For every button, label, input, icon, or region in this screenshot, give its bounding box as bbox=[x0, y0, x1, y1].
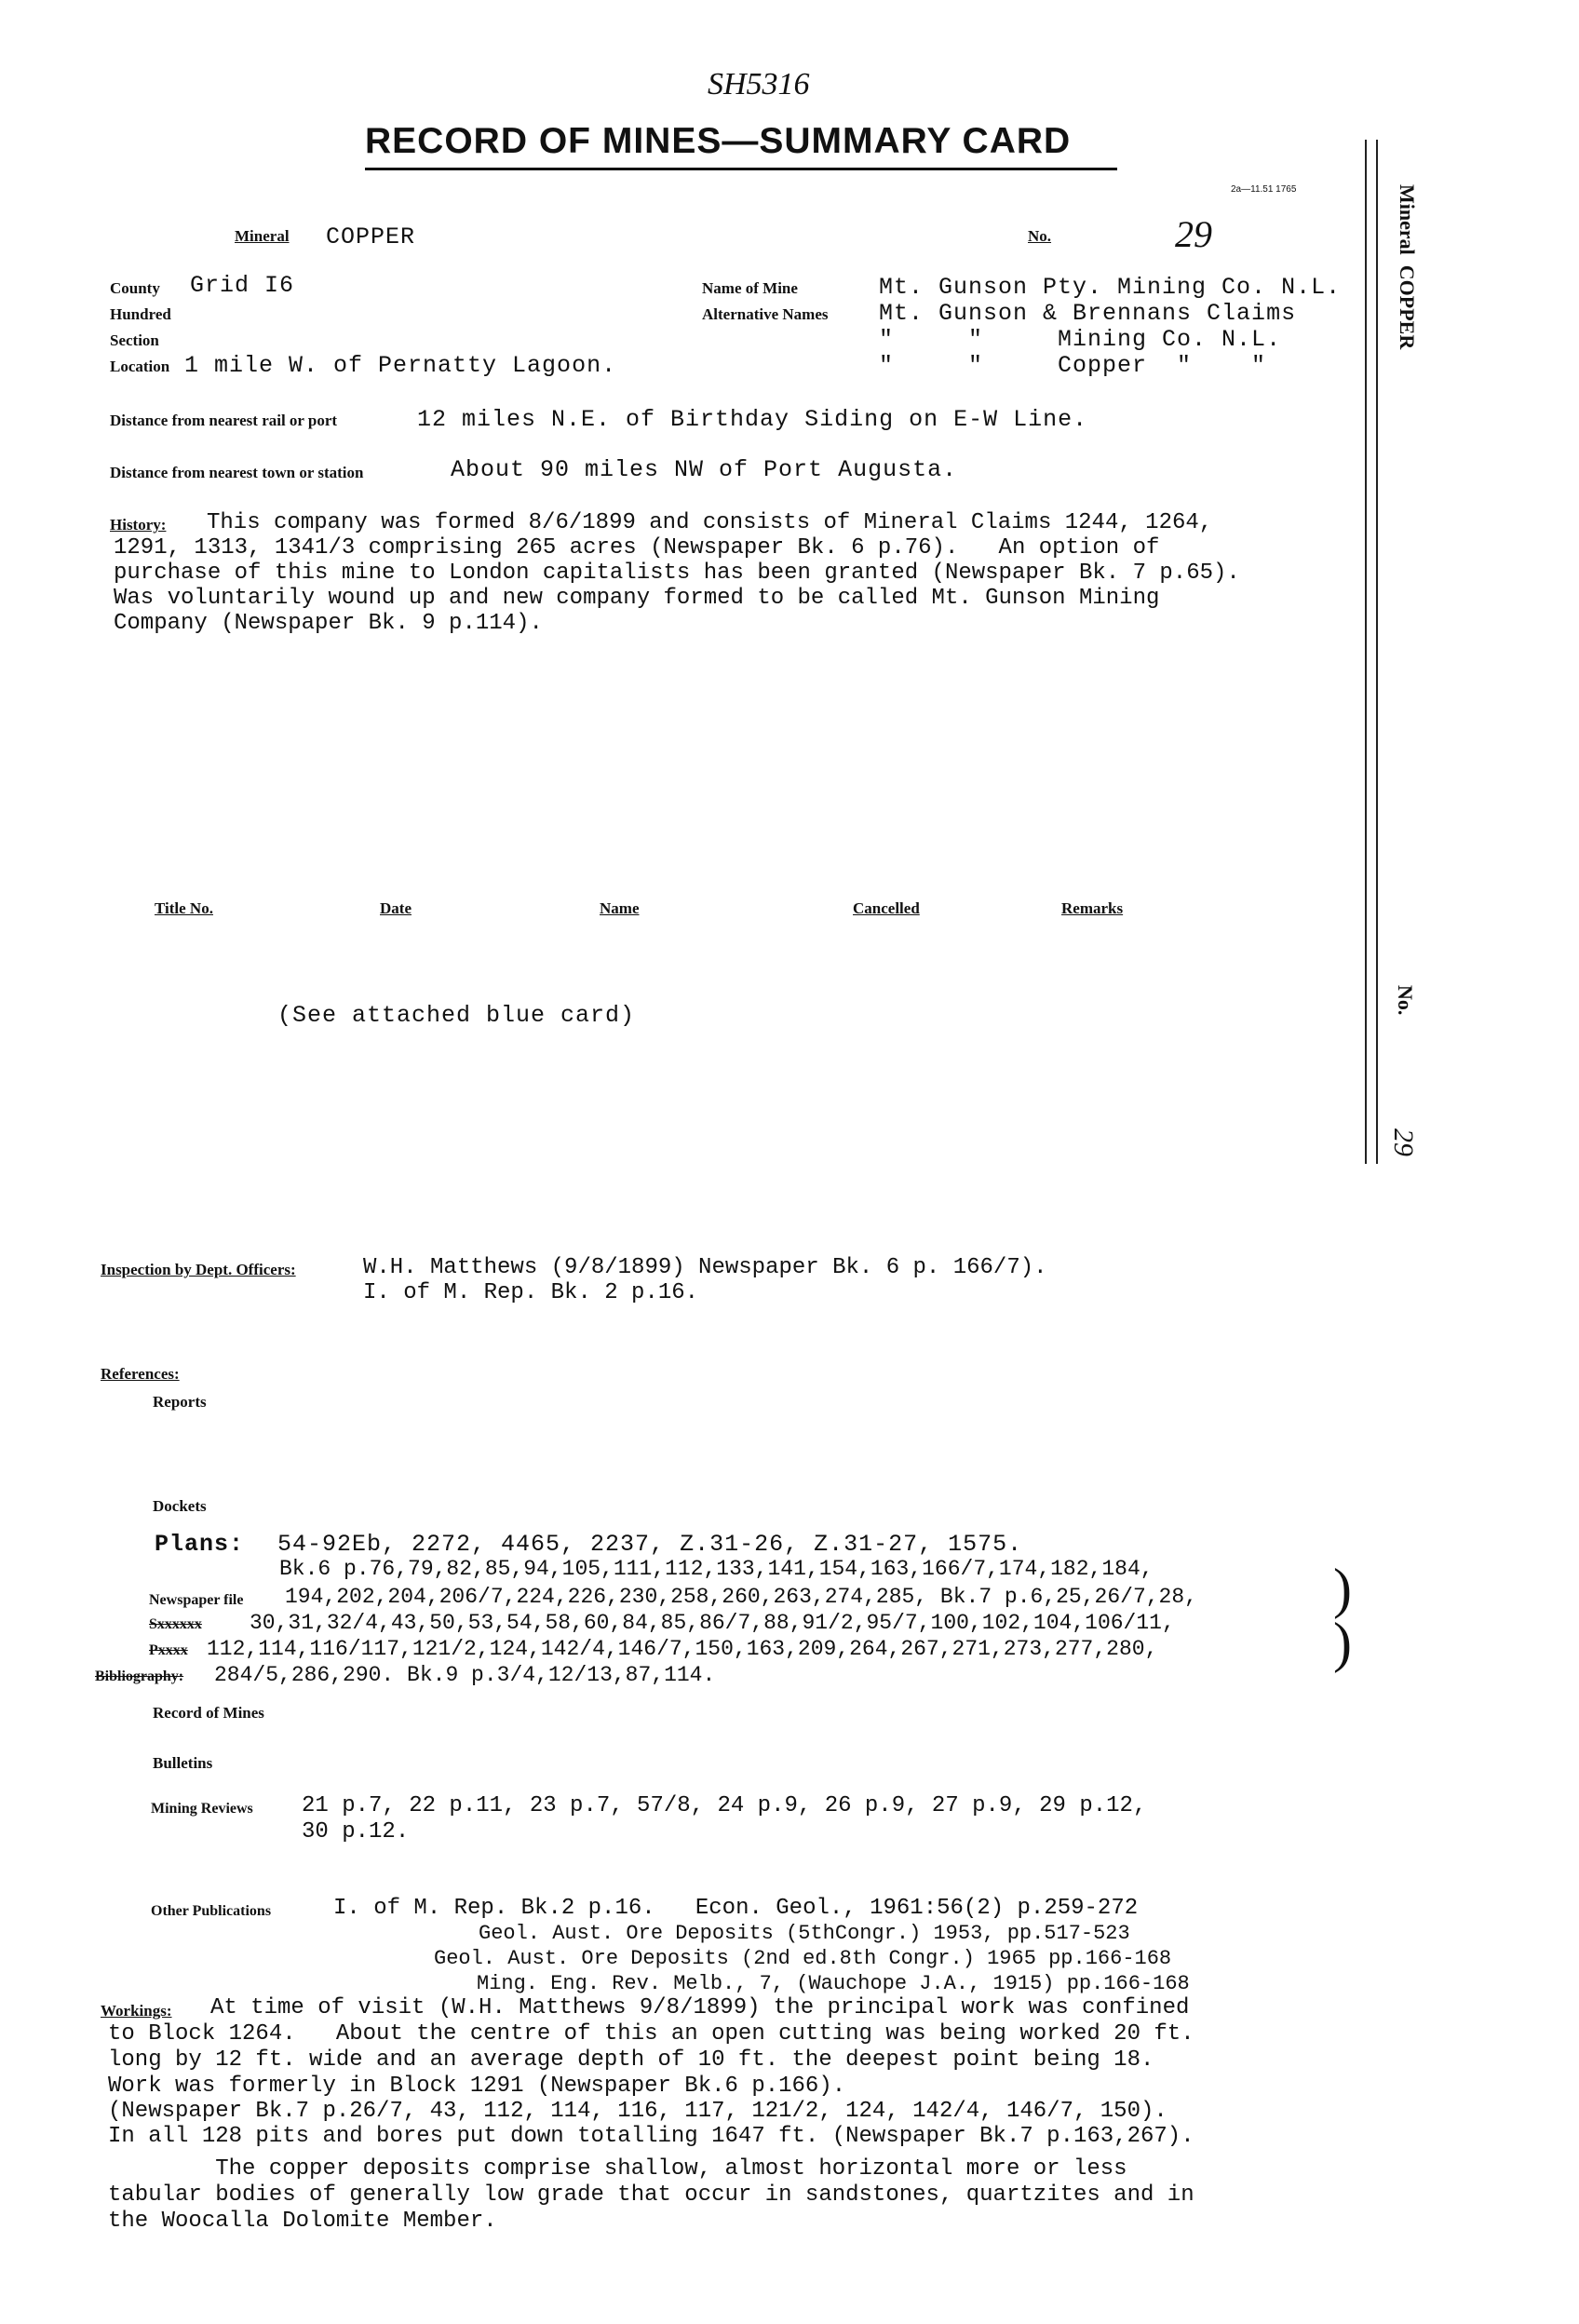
mineral-value: COPPER bbox=[326, 223, 416, 250]
workings-line-2: to Block 1264. About the centre of this an open cutting was being worked 20 ft. bbox=[108, 2021, 1194, 2047]
brace-bottom: ) bbox=[1333, 1612, 1352, 1673]
other-publications-label: Other Publications bbox=[151, 1903, 272, 1919]
workings-line-6: In all 128 pits and bores put down totalling 1647 ft. (Newspaper Bk.7 p.163,267). bbox=[108, 2124, 1194, 2149]
workings-line-5: (Newspaper Bk.7 p.26/7, 43, 112, 114, 116, 117, 121/2, 124, 142/4, 146/7, 150). bbox=[108, 2099, 1167, 2124]
bulletins-label: Bulletins bbox=[153, 1754, 213, 1772]
location-value: 1 mile W. of Pernatty Lagoon. bbox=[184, 352, 617, 379]
county-value: Grid I6 bbox=[190, 272, 295, 299]
column-remarks: Remarks bbox=[1061, 899, 1124, 917]
newspaper-line-1: Bk.6 p.76,79,82,85,94,105,111,112,133,141,154,163,166/7,174,182,184, bbox=[279, 1557, 1154, 1581]
distance-town-label: Distance from nearest town or station bbox=[110, 464, 364, 481]
inspection-line-2: I. of M. Rep. Bk. 2 p.16. bbox=[363, 1280, 699, 1305]
mining-reviews-line-2: 30 p.12. bbox=[302, 1819, 410, 1844]
name-of-mine-value: Mt. Gunson Pty. Mining Co. N.L. bbox=[879, 274, 1342, 301]
section-label: Section bbox=[110, 331, 159, 349]
brace-top: ) bbox=[1333, 1558, 1352, 1619]
county-label: County bbox=[110, 279, 160, 297]
distance-rail-label: Distance from nearest rail or port bbox=[110, 412, 338, 429]
reference-code: SH5316 bbox=[708, 67, 810, 101]
other-publications-line-2: Geol. Aust. Ore Deposits (5thCongr.) 1953, pp.517-523 bbox=[479, 1922, 1130, 1945]
newspaper-line-4: 112,114,116/117,121/2,124,142/4,146/7,150,163,209,264,267,271,273,277,280, bbox=[207, 1637, 1158, 1661]
dockets-label: Dockets bbox=[153, 1497, 207, 1515]
history-line-3: purchase of this mine to London capitalists has been granted (Newspaper Bk. 7 p.65). bbox=[114, 561, 1240, 586]
reports-label: Reports bbox=[153, 1393, 207, 1411]
plans-label: Plans: bbox=[155, 1531, 245, 1558]
name-of-mine-label: Name of Mine bbox=[702, 279, 798, 297]
newspaper-label-2: Sxxxxxx bbox=[149, 1616, 202, 1632]
mineral-label: Mineral bbox=[235, 227, 290, 245]
bibliography-label: Bibliography: bbox=[95, 1669, 184, 1684]
other-publications-line-1: I. of M. Rep. Bk.2 p.16. Econ. Geol., 1961:56(2) p.259-272 bbox=[333, 1896, 1139, 1921]
history-label: History: bbox=[110, 516, 167, 534]
distance-rail-value: 12 miles N.E. of Birthday Siding on E-W Line. bbox=[417, 406, 1088, 433]
side-tab-mineral bbox=[1395, 184, 1419, 349]
newspaper-line-5: 284/5,286,290. Bk.9 p.3/4,12/13,87,114. bbox=[214, 1663, 716, 1687]
history-line-4: Was voluntarily wound up and new company formed to be called Mt. Gunson Mining bbox=[114, 586, 1160, 611]
page-title: RECORD OF MINES—SUMMARY CARD bbox=[365, 121, 1072, 161]
alternative-names-label: Alternative Names bbox=[702, 305, 829, 323]
title-underline bbox=[365, 168, 1117, 170]
geology-line-3: the Woocalla Dolomite Member. bbox=[108, 2209, 497, 2234]
mining-reviews-line-1: 21 p.7, 22 p.11, 23 p.7, 57/8, 24 p.9, 26 p.9, 27 p.9, 29 p.12, bbox=[302, 1793, 1147, 1818]
history-line-5: Company (Newspaper Bk. 9 p.114). bbox=[114, 611, 543, 636]
newspaper-file-label: Newspaper file bbox=[149, 1592, 244, 1608]
newspaper-line-3: 30,31,32/4,43,50,53,54,58,60,84,85,86/7,88,91/2,95/7,100,102,104,106/11, bbox=[250, 1611, 1175, 1635]
history-line-1: This company was formed 8/6/1899 and consists of Mineral Claims 1244, 1264, bbox=[207, 510, 1213, 535]
print-code: 2a—11.51 1765 bbox=[1231, 184, 1297, 195]
margin-rule-inner bbox=[1365, 140, 1367, 1164]
side-tab-no-value: 29 bbox=[1388, 1128, 1419, 1156]
other-publications-line-3: Geol. Aust. Ore Deposits (2nd ed.8th Congr.) 1965 pp.166-168 bbox=[434, 1947, 1172, 1970]
record-of-mines-label: Record of Mines bbox=[153, 1704, 264, 1722]
number-label: No. bbox=[1028, 227, 1052, 245]
column-cancelled: Cancelled bbox=[853, 899, 920, 917]
hundred-label: Hundred bbox=[110, 305, 171, 323]
number-value: 29 bbox=[1175, 213, 1212, 255]
column-date: Date bbox=[380, 899, 412, 917]
workings-label: Workings: bbox=[101, 2002, 172, 2020]
location-label: Location bbox=[110, 358, 170, 375]
alternative-name-3: " " Copper " " bbox=[879, 352, 1267, 379]
inspection-line-1: W.H. Matthews (9/8/1899) Newspaper Bk. 6 p. 166/7). bbox=[363, 1255, 1047, 1280]
other-publications-line-4: Ming. Eng. Rev. Melb., 7, (Wauchope J.A., 1915) pp.166-168 bbox=[477, 1972, 1190, 1995]
mining-reviews-label: Mining Reviews bbox=[151, 1801, 253, 1817]
side-tab-mineral-value: COPPER bbox=[1396, 264, 1419, 350]
history-line-2: 1291, 1313, 1341/3 comprising 265 acres (Newspaper Bk. 6 p.76). An option of bbox=[114, 535, 1160, 561]
geology-line-1: The copper deposits comprise shallow, almost horizontal more or less bbox=[108, 2156, 1127, 2182]
geology-line-2: tabular bodies of generally low grade that occur in sandstones, quartzites and in bbox=[108, 2182, 1194, 2208]
alternative-name-1: Mt. Gunson & Brennans Claims bbox=[879, 300, 1297, 327]
alternative-name-2: " " Mining Co. N.L. bbox=[879, 326, 1282, 353]
column-title-no: Title No. bbox=[155, 899, 213, 917]
title-table-note: (See attached blue card) bbox=[277, 1002, 636, 1029]
workings-line-1: At time of visit (W.H. Matthews 9/8/1899) the principal work was confined bbox=[210, 1995, 1190, 2020]
newspaper-label-3: Pxxxx bbox=[149, 1642, 188, 1658]
references-label: References: bbox=[101, 1365, 180, 1383]
distance-town-value: About 90 miles NW of Port Augusta. bbox=[451, 456, 958, 483]
plans-value: 54-92Eb, 2272, 4465, 2237, Z.31-26, Z.31-27, 1575. bbox=[277, 1531, 1023, 1558]
workings-line-4: Work was formerly in Block 1291 (Newspaper Bk.6 p.166). bbox=[108, 2074, 846, 2099]
workings-line-3: long by 12 ft. wide and an average depth of 10 ft. the deepest point being 18. bbox=[108, 2047, 1154, 2073]
side-tab-mineral-label: Mineral bbox=[1396, 184, 1419, 255]
column-name: Name bbox=[600, 899, 640, 917]
margin-rule-outer bbox=[1376, 140, 1378, 1164]
newspaper-line-2: 194,202,204,206/7,224,226,230,258,260,263,274,285, Bk.7 p.6,25,26/7,28, bbox=[285, 1585, 1197, 1609]
inspection-label: Inspection by Dept. Officers: bbox=[101, 1261, 296, 1278]
side-tab-no-label: No. bbox=[1394, 985, 1417, 1016]
